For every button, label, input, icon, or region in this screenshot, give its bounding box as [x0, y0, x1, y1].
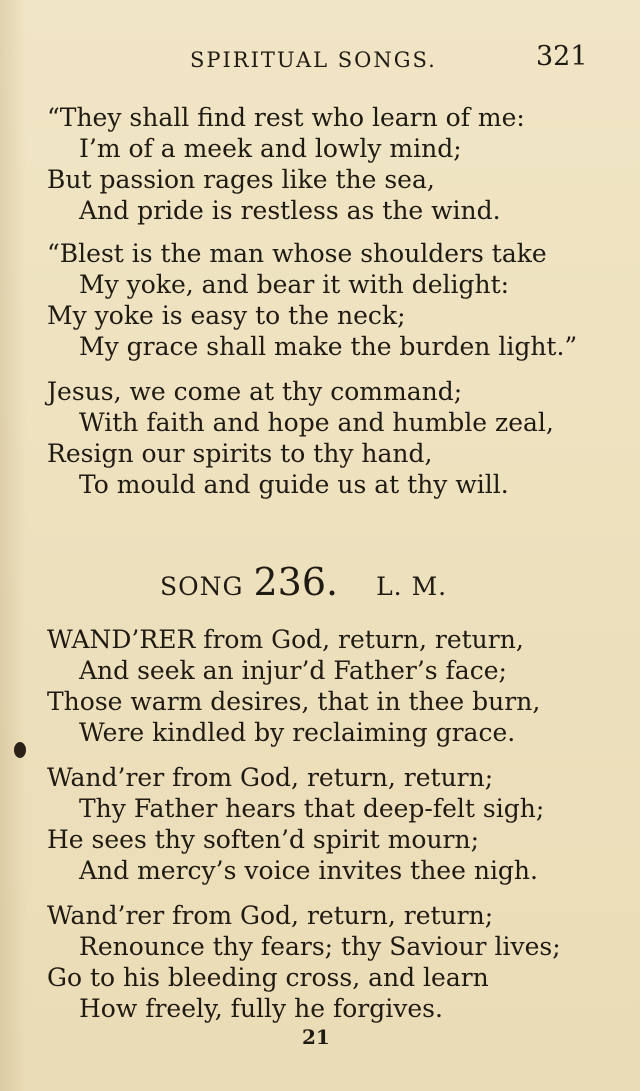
- verse-line: My yoke, and bear it with delight:: [79, 270, 510, 299]
- song-heading: [160, 560, 447, 604]
- verse-line: WAND’RER from God, return, return,: [47, 625, 524, 654]
- song-meter: L. M.: [376, 572, 448, 601]
- running-title: SPIRITUAL SONGS.: [190, 48, 437, 72]
- verse-line: But passion rages like the sea,: [47, 165, 435, 194]
- verse-line: “Blest is the man whose shoulders take: [47, 239, 547, 268]
- verse-line: Thy Father hears that deep-felt sigh;: [79, 794, 545, 823]
- verse-line: And seek an injur’d Father’s face;: [79, 656, 507, 685]
- verse-line: My yoke is easy to the neck;: [47, 301, 406, 330]
- song-label: SONG: [160, 572, 244, 601]
- verse-line: And mercy’s voice invites thee nigh.: [79, 856, 538, 885]
- verse-line: Wand’rer from God, return, return;: [47, 763, 494, 792]
- verse-line: With faith and hope and humble zeal,: [79, 408, 554, 437]
- stanza: [47, 624, 540, 748]
- verse-line: How freely, fully he forgives.: [79, 994, 443, 1023]
- stanza: [47, 102, 525, 226]
- signature-mark: 21: [302, 1025, 330, 1049]
- verse-line: I’m of a meek and lowly mind;: [79, 134, 462, 163]
- stanza: [47, 762, 544, 886]
- verse-line: Resign our spirits to thy hand,: [47, 439, 433, 468]
- verse-line: He sees thy soften’d spirit mourn;: [47, 825, 480, 854]
- stanza: [47, 900, 561, 1024]
- verse-line: And pride is restless as the wind.: [79, 196, 501, 225]
- verse-line: Wand’rer from God, return, return;: [47, 901, 494, 930]
- verse-line: To mould and guide us at thy will.: [79, 470, 509, 499]
- verse-line: “They shall find rest who learn of me:: [47, 103, 525, 132]
- page-number: 321: [536, 41, 588, 72]
- stanza: [47, 238, 577, 362]
- verse-line: Jesus, we come at thy command;: [47, 377, 463, 406]
- verse-line: Renounce thy fears; thy Saviour lives;: [79, 932, 561, 961]
- verse-line: Were kindled by reclaiming grace.: [79, 718, 516, 747]
- verse-line: Those warm desires, that in thee burn,: [47, 687, 541, 716]
- ink-blot-mark: [14, 742, 26, 758]
- verse-line: Go to his bleeding cross, and learn: [47, 963, 489, 992]
- song-number: 236.: [253, 560, 339, 604]
- stanza: [47, 376, 554, 500]
- verse-line: My grace shall make the burden light.”: [79, 332, 578, 361]
